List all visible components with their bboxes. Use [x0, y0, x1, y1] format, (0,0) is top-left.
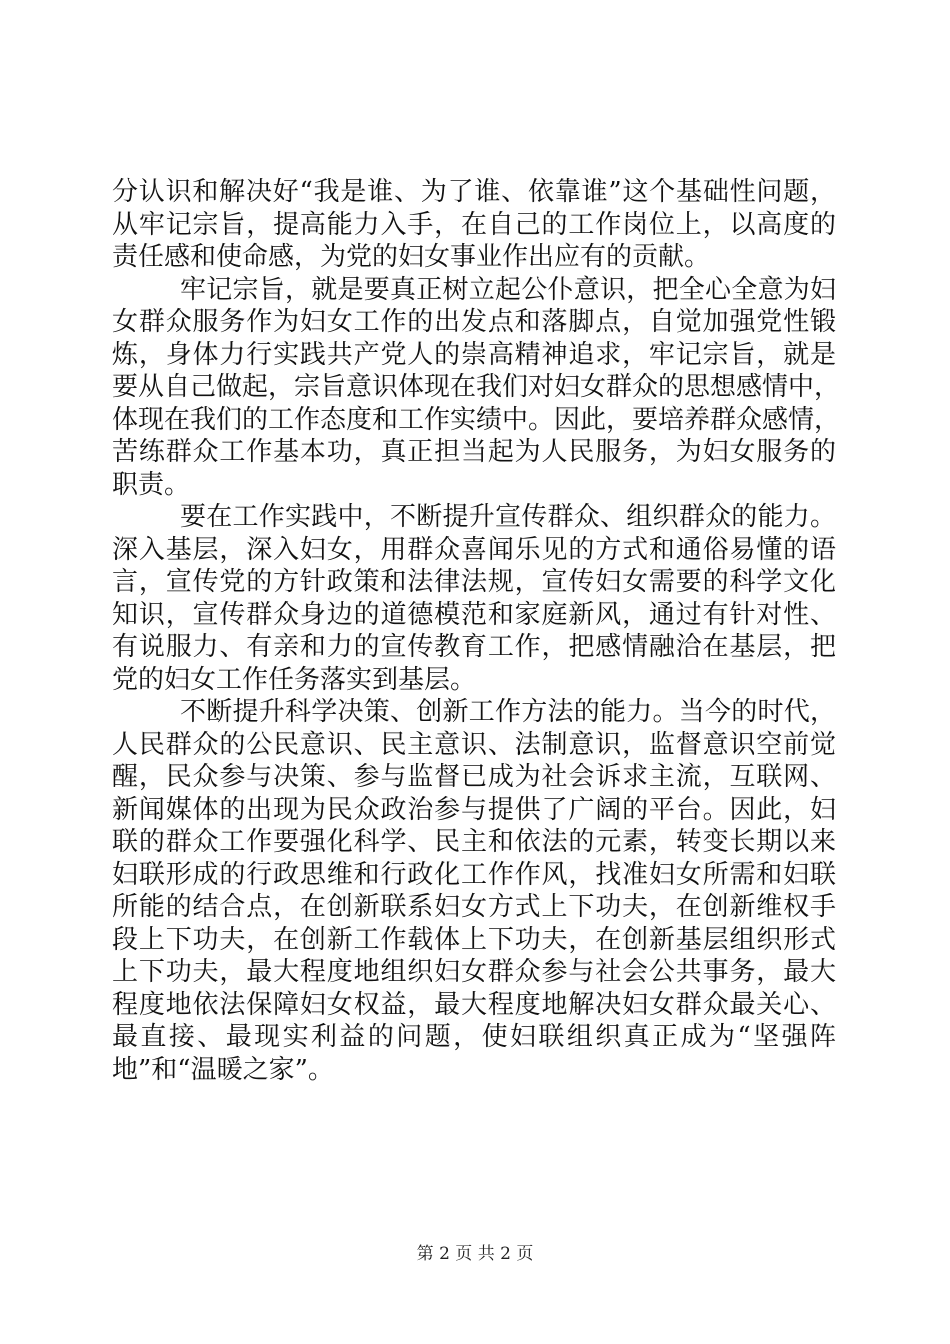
paragraph-line: 苦练群众工作基本功，真正担当起为人民服务，为妇女服务的: [112, 437, 836, 467]
paragraph-line: 醒，民众参与决策、参与监督已成为社会诉求主流，互联网、: [112, 762, 836, 792]
paragraph-line: 联的群众工作要强化科学、民主和依法的元素，转变长期以来: [112, 827, 836, 857]
page-number-label: 第 2 页 共 2 页: [416, 1244, 534, 1264]
paragraph-line: 所能的结合点，在创新联系妇女方式上下功夫，在创新维权手: [112, 892, 836, 922]
paragraph-line: 体现在我们的工作态度和工作实绩中。因此，要培养群众感情，: [112, 404, 841, 435]
paragraph-line: 不断提升科学决策、创新工作方法的能力。当今的时代，: [180, 697, 836, 727]
paragraph-line: 地”和“温暖之家”。: [112, 1054, 334, 1085]
paragraph-line: 有说服力、有亲和力的宣传教育工作，把感情融洽在基层，把: [112, 632, 836, 662]
paragraph: [112, 176, 836, 274]
page-footer: [0, 1243, 950, 1265]
paragraph-line: 从牢记宗旨，提高能力入手，在自己的工作岗位上，以高度的: [112, 209, 836, 240]
paragraph-line: 党的妇女工作任务落实到基层。: [112, 664, 477, 695]
paragraph-line: 人民群众的公民意识、民主意识、法制意识，监督意识空前觉: [112, 729, 836, 760]
paragraph-line: 分认识和解决好“我是谁、为了谁、依靠谁”这个基础性问题，: [112, 177, 836, 207]
paragraph-line: 职责。: [112, 469, 191, 500]
paragraph-line: 要在工作实践中，不断提升宣传群众、组织群众的能力。: [180, 502, 836, 532]
paragraph-line: 妇联形成的行政思维和行政化工作作风，找准妇女所需和妇联: [112, 859, 836, 890]
document-body: [112, 176, 841, 1086]
paragraph-line: 言，宣传党的方针政策和法律法规，宣传妇女需要的科学文化: [112, 567, 836, 597]
paragraph-line: 程度地依法保障妇女权益，最大程度地解决妇女群众最关心、: [112, 989, 836, 1020]
paragraph-line: 最直接、最现实利益的问题，使妇联组织真正成为“坚强阵: [112, 1022, 836, 1052]
paragraph-line: 女群众服务作为妇女工作的出发点和落脚点，自觉加强党性锻: [112, 307, 836, 337]
paragraph-line: 新闻媒体的出现为民众政治参与提供了广阔的平台。因此，妇: [112, 794, 836, 825]
paragraph-line: 要从自己做起，宗旨意识体现在我们对妇女群众的思想感情中，: [112, 372, 841, 402]
paragraph: [112, 696, 836, 1086]
paragraph-line: 牢记宗旨，就是要真正树立起公仆意识，把全心全意为妇: [180, 274, 836, 305]
paragraph: [112, 501, 836, 696]
paragraph-line: 责任感和使命感，为党的妇女事业作出应有的贡献。: [112, 242, 711, 272]
paragraph-line: 段上下功夫，在创新工作载体上下功夫，在创新基层组织形式: [112, 924, 836, 955]
paragraph-line: 知识，宣传群众身边的道德模范和家庭新风，通过有针对性、: [112, 599, 836, 630]
paragraph-line: 上下功夫，最大程度地组织妇女群众参与社会公共事务，最大: [112, 957, 836, 987]
paragraph-line: 炼，身体力行实践共产党人的崇高精神追求，牢记宗旨，就是: [112, 339, 836, 370]
paragraph: [112, 274, 841, 502]
paragraph-line: 深入基层，深入妇女，用群众喜闻乐见的方式和通俗易懂的语: [112, 534, 836, 565]
